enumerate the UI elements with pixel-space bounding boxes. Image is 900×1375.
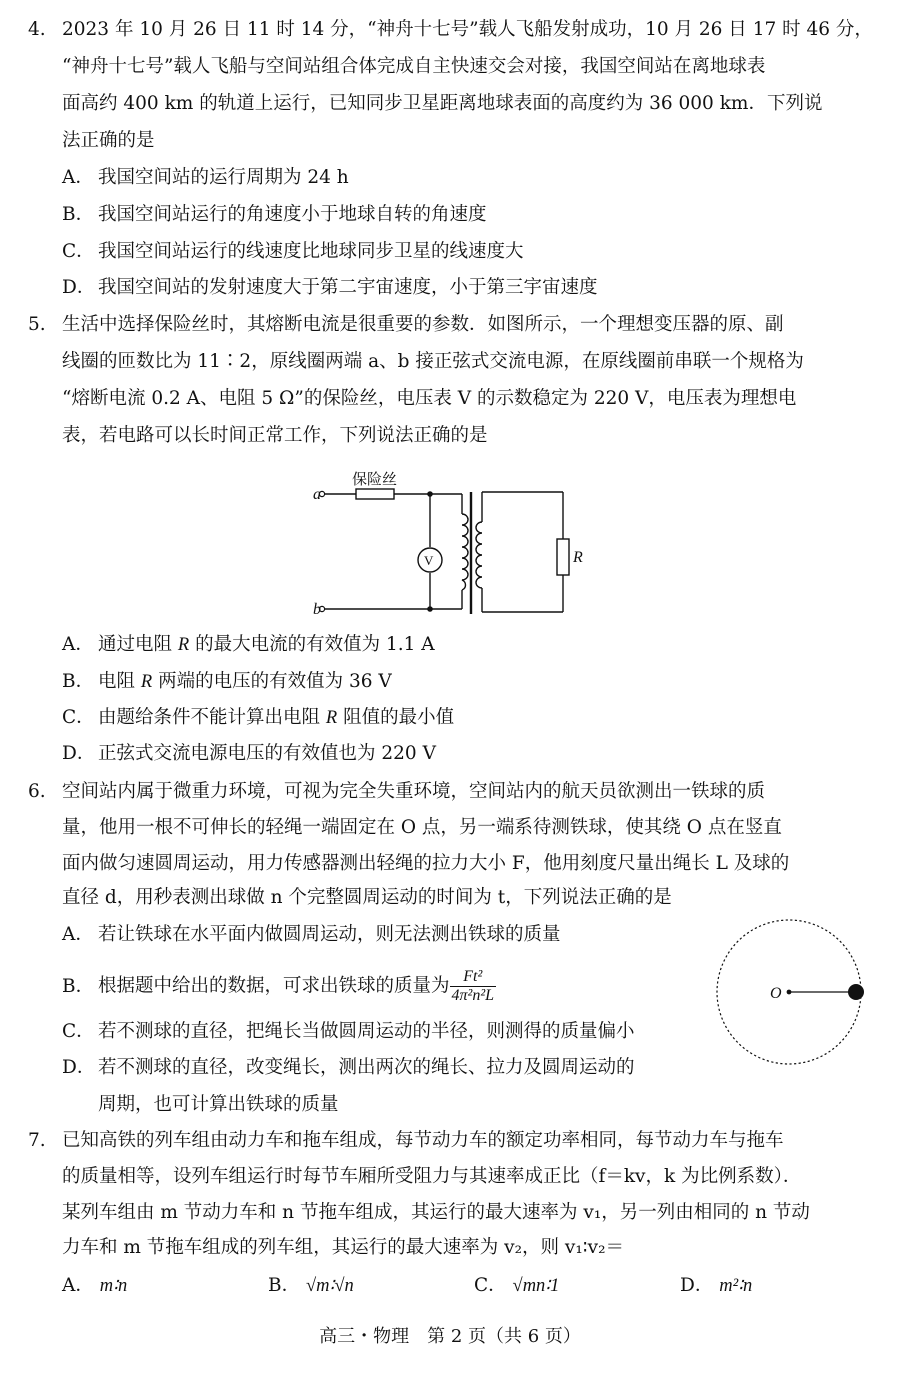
option-text: m²∶n — [719, 1276, 753, 1296]
option-c — [62, 1020, 635, 1044]
page-footer: 高三・物理 第 2 页（共 6 页） — [319, 1326, 581, 1347]
option-label: A． — [62, 924, 94, 945]
option-d — [680, 1274, 752, 1298]
option-label: A． — [62, 1275, 94, 1296]
fuse-symbol — [356, 489, 394, 499]
option-a — [62, 923, 561, 947]
pivot-point — [787, 990, 792, 995]
option-text: 我国空间站的发射速度大于第二宇宙速度，小于第三宇宙速度 — [98, 277, 598, 298]
option-label: D． — [62, 743, 96, 764]
option-text: 我国空间站的运行周期为 24 h — [98, 167, 349, 188]
question-number: 7. — [28, 1130, 46, 1151]
question-text-line: “熔断电流 0.2 A、电阻 5 Ω”的保险丝，电压表 V 的示数稳定为 220 V，电压表为理想电 — [62, 388, 797, 409]
question-text-line: 空间站内属于微重力环境，可视为完全失重环境，空间站内的航天员欲测出一铁球的质 — [62, 781, 766, 802]
transformer-circuit-diagram — [310, 462, 610, 622]
option-label: C． — [474, 1275, 507, 1296]
circular-motion-diagram — [712, 913, 872, 1073]
option-b — [62, 670, 392, 694]
option-c — [62, 240, 524, 264]
option-a — [62, 633, 435, 657]
option-text: m∶n — [99, 1276, 128, 1296]
option-variable: R — [325, 708, 338, 728]
option-text: 我国空间站运行的角速度小于地球自转的角速度 — [98, 204, 487, 225]
resistor-symbol — [557, 539, 569, 575]
option-b — [62, 203, 487, 227]
formula-denominator: 4π²n²L — [451, 987, 495, 1004]
question-text-line: 2023 年 10 月 26 日 11 时 14 分，“神舟十七号”载人飞船发射成功，10 月 26 日 17 时 46 分， — [62, 19, 873, 40]
question-text-line: “神舟十七号”载人飞船与空间站组合体完成自主快速交会对接，我国空间站在离地球表 — [62, 56, 766, 77]
option-label: D． — [62, 277, 96, 298]
option-text: √m∶√n — [306, 1276, 354, 1296]
question-text-line: 某列车组由 m 节动力车和 n 节拖车组成，其运行的最大速率为 v₁，另一列由相同的 n 节动 — [62, 1202, 810, 1223]
formula-numerator: Ft² — [450, 968, 497, 987]
iron-ball — [848, 984, 864, 1000]
terminal-b-label: b — [313, 601, 321, 618]
option-text: 若让铁球在水平面内做圆周运动，则无法测出铁球的质量 — [98, 924, 561, 945]
option-text: 根据题中给出的数据，可求出铁球的质量为 — [98, 975, 450, 997]
option-text: 电阻 — [98, 671, 141, 692]
option-label: A． — [62, 634, 94, 655]
option-text: 两端的电压的有效值为 36 V — [152, 671, 392, 692]
pivot-label: O — [770, 985, 782, 1002]
option-d — [62, 742, 436, 766]
option-label: C． — [62, 241, 95, 262]
resistor-label: R — [573, 549, 583, 566]
option-variable: R — [177, 635, 190, 655]
option-label: A． — [62, 167, 94, 188]
option-label: C． — [62, 707, 95, 728]
question-text-line: 生活中选择保险丝时，其熔断电流是很重要的参数．如图所示，一个理想变压器的原、副 — [62, 314, 784, 335]
option-label: C． — [62, 1021, 95, 1042]
option-label: D． — [62, 1057, 96, 1078]
question-text-line: 线圈的匝数比为 11∶2，原线圈两端 a、b 接正弦式交流电源，在原线圈前串联一个规格为 — [62, 351, 804, 372]
option-text: √mn∶1 — [512, 1276, 560, 1296]
option-text: 阻值的最小值 — [337, 707, 455, 728]
question-number: 6. — [28, 781, 46, 802]
option-text: 我国空间站运行的线速度比地球同步卫星的线速度大 — [98, 241, 524, 262]
option-a — [62, 166, 349, 190]
question-text-line: 量，他用一根不可伸长的轻绳一端固定在 O 点，另一端系待测铁球，使其绕 O 点在竖直 — [62, 817, 782, 838]
option-d — [62, 1056, 635, 1080]
fuse-label: 保险丝 — [352, 470, 398, 488]
option-text: 的最大电流的有效值为 1.1 A — [189, 634, 435, 655]
option-text: 若不测球的直径，把绳长当做圆周运动的半径，则测得的质量偏小 — [98, 1021, 635, 1042]
option-c — [474, 1274, 559, 1298]
primary-coil — [462, 514, 468, 590]
option-label: B． — [62, 975, 95, 997]
option-text: 由题给条件不能计算出电阻 — [98, 707, 326, 728]
question-text-line: 的质量相等，设列车组运行时每节车厢所受阻力与其速率成正比（f＝kv，k 为比例系数）． — [62, 1166, 802, 1187]
option-label: B． — [62, 671, 95, 692]
option-label: B． — [62, 204, 95, 225]
option-text: 若不测球的直径，改变绳长，测出两次的绳长、拉力及圆周运动的 — [98, 1057, 635, 1078]
option-a — [62, 1274, 127, 1298]
option-d-continued: 周期，也可计算出铁球的质量 — [98, 1094, 339, 1115]
question-text-line: 直径 d，用秒表测出球做 n 个完整圆周运动的时间为 t，下列说法正确的是 — [62, 887, 672, 908]
option-b — [62, 968, 496, 1005]
terminal-a-label: a — [313, 486, 321, 503]
option-c — [62, 706, 454, 730]
mass-formula — [450, 968, 497, 1005]
question-text-line: 面内做匀速圆周运动，用力传感器测出轻绳的拉力大小 F，他用刻度尺量出绳长 L 及球的 — [62, 853, 790, 874]
question-text-line: 法正确的是 — [62, 130, 155, 151]
question-text-line: 表，若电路可以长时间正常工作，下列说法正确的是 — [62, 425, 488, 446]
option-text: 通过电阻 — [98, 634, 178, 655]
secondary-coil — [476, 522, 482, 588]
question-number: 5. — [28, 314, 46, 335]
question-text-line: 力车和 m 节拖车组成的列车组，其运行的最大速率为 v₂，则 v₁∶v₂＝ — [62, 1237, 624, 1258]
option-d — [62, 276, 598, 300]
question-text-line: 面高约 400 km 的轨道上运行，已知同步卫星距离地球表面的高度约为 36 000 km．下列说 — [62, 93, 823, 114]
question-text-line: 已知高铁的列车组由动力车和拖车组成，每节动力车的额定功率相同，每节动力车与拖车 — [62, 1130, 784, 1151]
option-text: 正弦式交流电源电压的有效值也为 220 V — [98, 743, 436, 764]
junction-dot — [427, 491, 433, 497]
option-label: B． — [268, 1275, 301, 1296]
option-variable: R — [140, 672, 153, 692]
question-number: 4. — [28, 19, 46, 40]
junction-dot — [427, 606, 433, 612]
voltmeter-label: V — [424, 553, 434, 568]
option-label: D． — [680, 1275, 714, 1296]
option-b — [268, 1274, 354, 1298]
